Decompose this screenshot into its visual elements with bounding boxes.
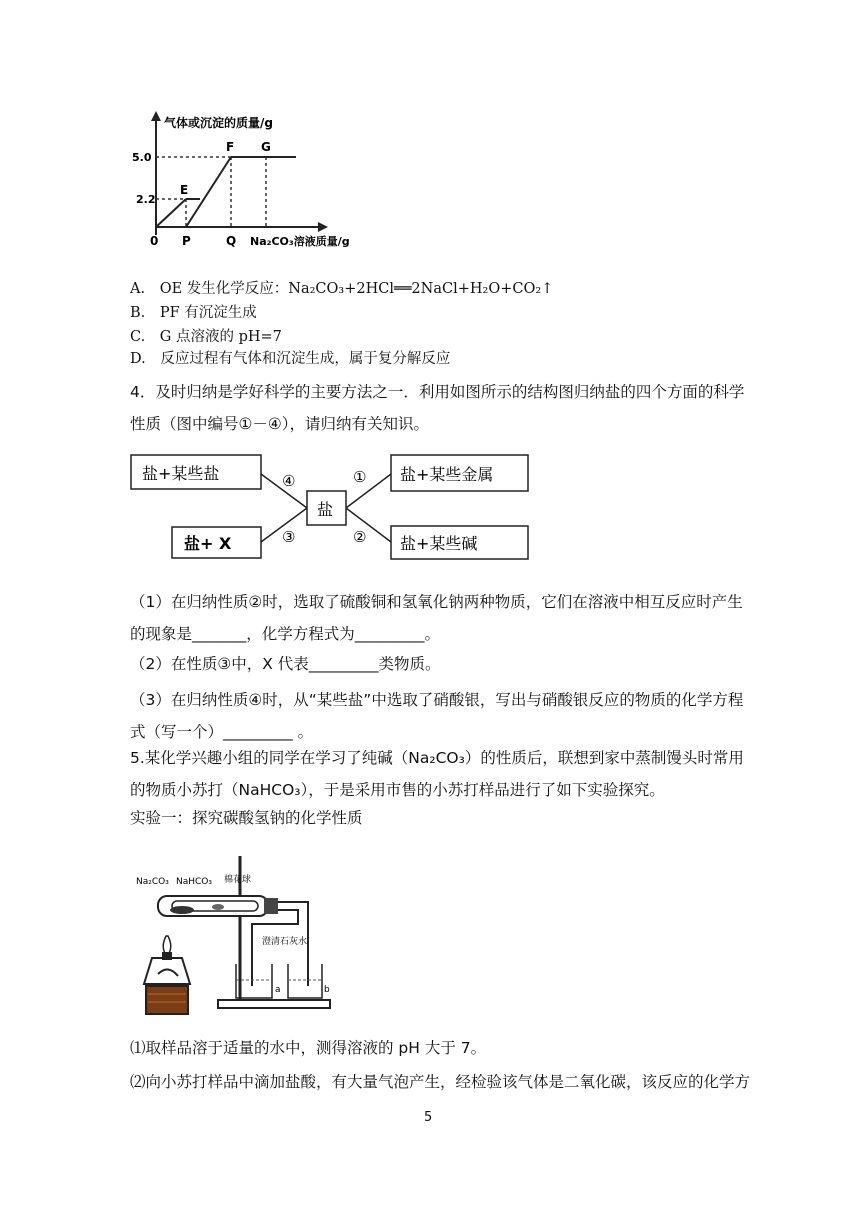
segment-pf (186, 157, 231, 227)
label-nahco3: NaHCO₃ (176, 877, 212, 887)
heating-apparatus-illustration (132, 852, 332, 1022)
box-salt-base-label: 盐+某些碱 (400, 534, 478, 553)
option-b (130, 302, 257, 324)
option-c-letter: C. (130, 329, 146, 345)
option-a (130, 278, 553, 300)
q5-step1: ⑴取样品溶于适量的水中，测得溶液的 pH 大于 7。 (130, 1039, 487, 1057)
page-number: 5 (424, 1110, 433, 1125)
label-cotton: 棉花球 (224, 875, 252, 885)
x-axis-label: Na₂CO₃溶液质量/g (250, 235, 350, 248)
num-3: ③ (282, 528, 296, 546)
option-d (130, 348, 450, 370)
beaker-b (288, 964, 322, 998)
lamp-wick-holder (162, 952, 172, 960)
option-a-text: OE 发生化学反应：Na₂CO₃+2HCl══2NaCl+H₂O+CO₂↑ (159, 281, 554, 297)
q5-exp1-title: 实验一：探究碳酸氢钠的化学性质 (130, 809, 363, 827)
y-axis-label: 气体或沉淀的质量/g (164, 116, 273, 130)
y-axis-arrow (151, 111, 161, 121)
option-b-letter: B. (130, 305, 146, 321)
box-salt-metal-label: 盐+某些金属 (400, 465, 494, 484)
option-a-letter: A. (130, 281, 146, 297)
origin-label: 0 (150, 234, 159, 248)
box-salt-salt-label: 盐+某些盐 (142, 464, 220, 483)
q5-intro: 5.某化学兴趣小组的同学在学习了纯碱（Na₂CO₃）的性质后，联想到家中蒸制馒头时常用的物质小苏打（NaHCO₃），于是采用市售的小苏打样品进行了如下实验探究。 (130, 749, 744, 799)
num-2: ② (353, 528, 367, 546)
reaction-mass-graph (128, 105, 350, 255)
q4-sub3: （3）在归纳性质④时，从“某些盐”中选取了硝酸银，写出与硝酸银反应的物质的化学方程式（写一个）_________ 。 (130, 691, 744, 741)
q4-sub2: （2）在性质③中，X 代表_________类物质。 (130, 655, 441, 673)
label-a: a (275, 985, 281, 995)
point-e: E (180, 183, 189, 197)
stopper (264, 898, 278, 914)
q4-intro: 4．及时归纳是学好科学的主要方法之一．利用如图所示的结构图归纳盐的四个方面的科学性质（图中编号①－④），请归纳有关知识。 (130, 383, 745, 433)
label-lime-water: 澄清石灰水 (262, 937, 308, 947)
delivery-tube-a (252, 910, 298, 986)
segment-oe (156, 199, 186, 227)
y-tick-5: 5.0 (132, 151, 152, 164)
x-axis-arrow (318, 222, 328, 232)
label-b: b (324, 985, 330, 995)
point-g: G (261, 140, 271, 154)
option-d-text: 反应过程有气体和沉淀生成，属于复分解反应 (160, 351, 451, 367)
num-1: ① (353, 468, 367, 486)
wooden-block (146, 986, 188, 1014)
x-point-q: Q (226, 234, 237, 248)
center-salt-label: 盐 (317, 500, 334, 519)
option-c-text: G 点溶液的 pH=7 (159, 329, 282, 345)
cotton-ball (212, 904, 224, 910)
label-na2co3: Na₂CO₃ (136, 877, 169, 887)
x-point-p: P (182, 234, 191, 248)
na2co3-powder (170, 906, 194, 914)
q4-sub1: （1）在归纳性质②时，选取了硫酸铜和氢氧化钠两种物质，它们在溶液中相互反应时产生的现象是_______，化学方程式为_________。 (130, 593, 743, 643)
option-b-text: PF 有沉淀生成 (159, 305, 257, 321)
box-salt-x-label: 盐+ X (184, 534, 232, 553)
alcohol-lamp (144, 958, 190, 984)
y-tick-2-2: 2.2 (136, 193, 156, 206)
stand-base (218, 1000, 330, 1008)
salt-properties-diagram (128, 452, 538, 564)
option-d-letter: D. (130, 351, 146, 367)
q5-step2: ⑵向小苏打样品中滴加盐酸，有大量气泡产生，经检验该气体是二氧化碳，该反应的化学方 (130, 1073, 751, 1091)
option-c (130, 326, 282, 348)
num-4: ④ (282, 472, 296, 490)
point-f: F (226, 140, 235, 154)
